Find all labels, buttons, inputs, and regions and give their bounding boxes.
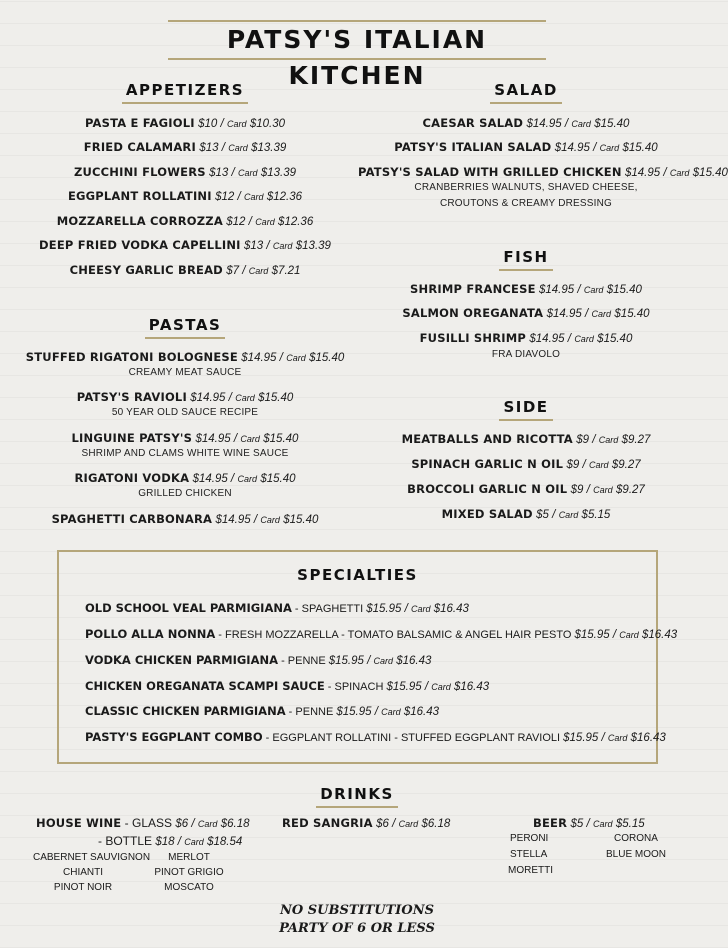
menu-item-card-price: $15.40 (260, 473, 296, 485)
menu-item-price: $14.95 / (554, 142, 597, 154)
specialty-name: VODKA CHICKEN PARMIGIANA (85, 653, 279, 667)
salad-desc-line2: CROUTONS & CREAMY DRESSING (439, 198, 613, 209)
menu-item-price: $14.95 / (192, 473, 235, 485)
menu-item-card-price: $5.15 (581, 509, 611, 521)
salad-desc-line1: CRANBERRIES WALNUTS, SHAVED CHEESE, (414, 182, 638, 193)
menu-item-name: PATSY'S RAVIOLI (76, 390, 187, 404)
menu-item-price: $14.95 / (195, 433, 238, 445)
menu-item (358, 165, 728, 179)
menu-item-price: $12 / (215, 191, 241, 203)
wine-list-item: MERLOT (168, 852, 210, 863)
menu-item-card-label: Card (669, 168, 690, 178)
menu-item-name: ZUCCHINI FLOWERS (73, 165, 206, 179)
specialty-price: $15.95 / (386, 681, 429, 693)
menu-item-price: $10 / (198, 118, 224, 130)
menu-item-name: EGGPLANT ROLLATINI (67, 189, 212, 203)
beer-list-item: CORONA (614, 833, 658, 844)
menu-item-card-price: $15.40 (692, 167, 728, 179)
specialty-card-label: Card (431, 682, 451, 692)
menu-item-name: MEATBALLS AND RICOTTA (401, 432, 573, 446)
menu-item-card-label: Card (599, 143, 620, 153)
menu-item-card-label: Card (227, 119, 247, 129)
menu-item-card-label: Card (238, 168, 258, 178)
pastas-heading: PASTAS (20, 316, 350, 339)
menu-item-card-label: Card (286, 353, 306, 363)
menu-item-name: PASTA E FAGIOLI (84, 116, 195, 130)
menu-item (20, 512, 350, 526)
specialty-card-label: Card (381, 707, 401, 717)
menu-item-card-price: $15.40 (606, 284, 642, 296)
menu-item-desc: 50 YEAR OLD SAUCE RECIPE (111, 407, 259, 418)
specialty-price: $15.95 / (336, 706, 378, 718)
menu-item-desc: CREAMY MEAT SAUCE (128, 367, 242, 378)
menu-item-price: $14.95 / (529, 333, 571, 345)
specialty-card-price: $16.43 (433, 603, 469, 615)
menu-item-card-price: $15.40 (614, 308, 650, 320)
menu-item-card-label: Card (240, 434, 260, 444)
beer-list-item: MORETTI (508, 865, 553, 876)
specialty-card-price: $16.43 (641, 629, 678, 641)
note-no-substitutions: NO SUBSTITUTIONS (280, 903, 434, 918)
specialty-desc: - FRESH MOZZARELLA - TOMATO BALSAMIC & ANGEL HAIR PESTO (215, 629, 575, 641)
menu-item (20, 238, 350, 252)
restaurant-title: PATSY'S ITALIAN KITCHEN (168, 20, 546, 60)
menu-item (20, 350, 350, 364)
specialty-item (85, 704, 439, 718)
menu-item-price: $14.95 / (546, 308, 589, 320)
menu-item-name: DEEP FRIED VODKA CAPELLINI (39, 238, 241, 252)
beer-list-item: BLUE MOON (606, 849, 667, 860)
menu-item (20, 116, 350, 130)
menu-item (20, 471, 350, 485)
menu-item-price: $14.95 / (241, 352, 283, 364)
menu-item-name: RIGATONI VODKA (74, 471, 190, 485)
specialty-price: $15.95 / (366, 603, 408, 615)
menu-item (20, 390, 350, 404)
wine-list-item: CABERNET SAUVIGNON (33, 852, 151, 863)
menu-item-card-label: Card (583, 285, 604, 295)
menu-item-card-price: $10.30 (249, 118, 286, 130)
menu-item (358, 457, 694, 471)
menu-item-card-price: $15.40 (258, 392, 294, 404)
menu-item (358, 507, 694, 521)
menu-item-name: FUSILLI SHRIMP (419, 331, 527, 345)
menu-item-card-price: $13.39 (295, 240, 331, 252)
house-wine-bottle: - BOTTLE $18 / Card $18.54 (98, 834, 243, 848)
specialty-card-price: $16.43 (403, 706, 440, 718)
menu-item (20, 189, 350, 203)
menu-item-name: LINGUINE PATSY'S (71, 431, 193, 445)
menu-item-price: $14.95 / (538, 284, 581, 296)
menu-item-card-label: Card (598, 435, 619, 445)
menu-item-card-label: Card (260, 515, 280, 525)
menu-item-card-label: Card (228, 143, 248, 153)
menu-item-name: SALMON OREGANATA (402, 306, 544, 320)
specialty-card-price: $16.43 (396, 655, 432, 667)
red-sangria: RED SANGRIA $6 / Card $6.18 (282, 816, 451, 830)
menu-item-price: $13 / (243, 240, 270, 252)
fish-heading: FISH (358, 248, 694, 271)
wine-list-item: PINOT GRIGIO (154, 867, 224, 878)
menu-item-desc: SHRIMP AND CLAMS WHITE WINE SAUCE (81, 448, 289, 459)
menu-item-price: $13 / (209, 167, 235, 179)
menu-item-card-label: Card (237, 474, 257, 484)
specialty-name: OLD SCHOOL VEAL PARMIGIANA (85, 601, 292, 615)
specialty-price: $15.95 / (563, 732, 605, 744)
menu-item-name: BROCCOLI GARLIC N OIL (407, 482, 568, 496)
menu-item (20, 140, 350, 154)
menu-item (358, 306, 694, 320)
beer: BEER $5 / Card $5.15 (533, 816, 645, 830)
menu-item-name: PATSY'S ITALIAN SALAD (394, 140, 552, 154)
specialty-card-label: Card (619, 630, 639, 640)
specialty-desc: - SPAGHETTI (291, 603, 367, 615)
specialty-desc: - PENNE (285, 706, 337, 718)
menu-item-card-price: $15.40 (263, 433, 299, 445)
menu-item-name: MOZZARELLA CORROZZA (56, 214, 223, 228)
note-party-size: PARTY OF 6 OR LESS (279, 921, 435, 936)
beer-list-item: PERONI (510, 833, 549, 844)
salad-heading: SALAD (358, 81, 694, 104)
menu-item-card-price: $9.27 (621, 434, 651, 446)
menu-item-card-price: $15.40 (622, 142, 658, 154)
menu-item-card-label: Card (272, 241, 293, 251)
specialties-heading: SPECIALTIES (297, 566, 418, 584)
menu-item (20, 214, 350, 228)
menu-item (20, 263, 350, 277)
specialty-card-label: Card (607, 733, 628, 743)
wine-list-item: CHIANTI (63, 867, 103, 878)
menu-item-name: SHRIMP FRANCESE (410, 282, 536, 296)
menu-item-price: $14.95 / (190, 392, 232, 404)
menu-item (20, 431, 350, 445)
specialty-card-price: $16.43 (630, 732, 666, 744)
specialty-card-label: Card (373, 656, 394, 666)
menu-item-price: $14.95 / (526, 118, 569, 130)
menu-item-price: $14.95 / (625, 167, 667, 179)
menu-item (358, 432, 694, 446)
side-heading: SIDE (358, 398, 694, 421)
wine-list-item: MOSCATO (164, 882, 214, 893)
specialty-name: PASTY'S EGGPLANT COMBO (85, 730, 263, 744)
specialty-item (85, 730, 666, 744)
menu-item-card-price: $9.27 (616, 484, 645, 496)
menu-item-price: $9 / (576, 434, 596, 446)
specialty-item (85, 679, 489, 693)
specialty-card-price: $16.43 (453, 681, 490, 693)
menu-item (358, 331, 694, 345)
menu-item-price: $9 / (570, 484, 590, 496)
menu-item-card-price: $13.39 (260, 167, 297, 179)
menu-item-name: CHEESY GARLIC BREAD (69, 263, 223, 277)
menu-item-name: MIXED SALAD (441, 507, 533, 521)
menu-item (358, 282, 694, 296)
menu-item-price: $7 / (226, 265, 246, 277)
beer-list-item: STELLA (510, 849, 548, 860)
appetizers-heading: APPETIZERS (20, 81, 350, 104)
menu-item-desc: GRILLED CHICKEN (138, 488, 232, 499)
menu-item (358, 482, 694, 496)
menu-item-name: SPINACH GARLIC N OIL (411, 457, 564, 471)
specialty-card-label: Card (411, 604, 431, 614)
specialty-name: CHICKEN OREGANATA SCAMPI SAUCE (85, 679, 325, 693)
menu-item-name: PATSY'S SALAD WITH GRILLED CHICKEN (358, 165, 622, 179)
house-wine-glass: HOUSE WINE - GLASS $6 / Card $6.18 (36, 816, 250, 830)
specialty-desc: - SPINACH (324, 681, 387, 693)
specialty-price: $15.95 / (574, 629, 617, 641)
menu-item-price: $14.95 / (215, 514, 258, 526)
menu-item-name: STUFFED RIGATONI BOLOGNESE (25, 350, 238, 364)
menu-item-card-price: $13.39 (251, 142, 287, 154)
specialty-item (85, 653, 431, 667)
menu-item-price: $13 / (199, 142, 225, 154)
menu-item-card-price: $15.40 (309, 352, 345, 364)
specialty-price: $15.95 / (328, 655, 371, 667)
menu-item-card-label: Card (558, 510, 579, 520)
wine-list-item: PINOT NOIR (53, 882, 113, 893)
menu-item-card-label: Card (244, 192, 264, 202)
menu-item-card-label: Card (571, 119, 591, 129)
specialty-desc: - EGGPLANT ROLLATINI - STUFFED EGGPLANT RAVIOLI (262, 732, 564, 744)
menu-item-card-label: Card (235, 393, 255, 403)
menu-item-name: CAESAR SALAD (422, 116, 524, 130)
menu-item-card-price: $15.40 (283, 514, 319, 526)
menu-item-card-label: Card (248, 266, 269, 276)
menu-item-card-label: Card (593, 485, 613, 495)
menu-item (20, 165, 350, 179)
menu-item-card-label: Card (574, 334, 594, 344)
menu-item-card-label: Card (589, 460, 609, 470)
menu-item-card-price: $15.40 (594, 118, 630, 130)
menu-item-card-price: $12.36 (278, 216, 314, 228)
specialty-item (85, 627, 677, 641)
menu-item-desc: FRA DIAVOLO (491, 349, 561, 360)
menu-item (358, 140, 694, 154)
menu-item-price: $9 / (566, 459, 586, 471)
menu-item-card-price: $7.21 (271, 265, 301, 277)
menu-item-card-price: $12.36 (266, 191, 303, 203)
menu-item-card-price: $9.27 (611, 459, 641, 471)
specialty-name: POLLO ALLA NONNA (85, 627, 216, 641)
menu-item-name: FRIED CALAMARI (83, 140, 196, 154)
menu-item-price: $12 / (226, 216, 252, 228)
menu-item-card-price: $15.40 (597, 333, 633, 345)
specialty-name: CLASSIC CHICKEN PARMIGIANA (85, 704, 286, 718)
menu-item-card-label: Card (255, 217, 275, 227)
menu-item-card-label: Card (591, 309, 612, 319)
menu-item-name: SPAGHETTI CARBONARA (51, 512, 213, 526)
menu-item (358, 116, 694, 130)
specialty-desc: - PENNE (278, 655, 329, 667)
drinks-heading: DRINKS (257, 785, 457, 808)
menu-item-price: $5 / (536, 509, 556, 521)
specialty-item (85, 601, 469, 615)
